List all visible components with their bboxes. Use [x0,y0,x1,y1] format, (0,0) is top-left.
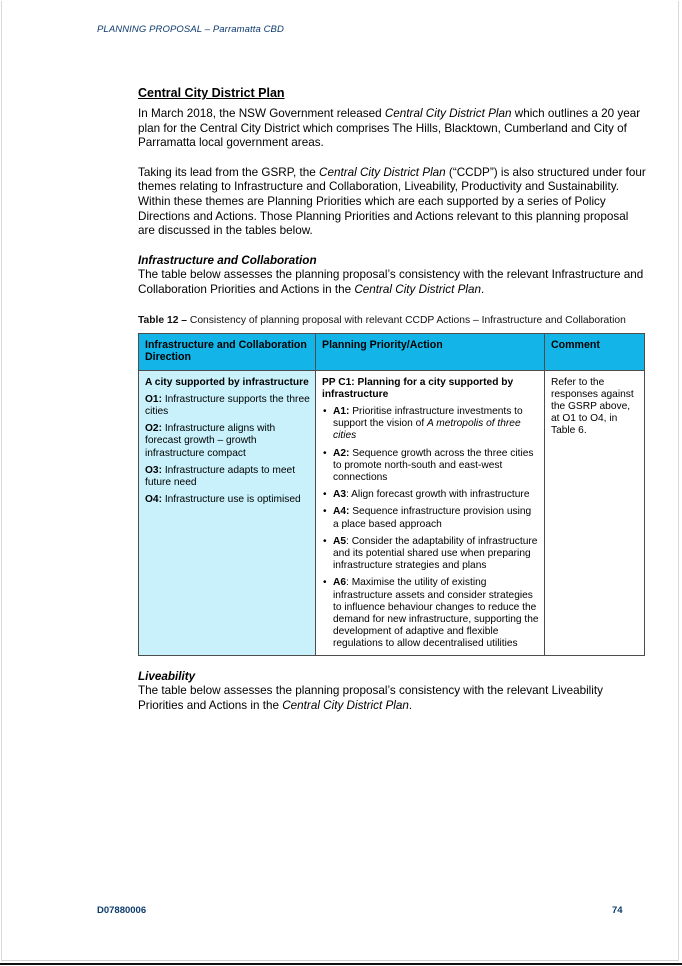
action-item: • A3: Align forecast growth with infrastructure [322,489,539,501]
liveability-heading: Liveability [138,669,196,683]
liveability-paragraph: The table below assesses the planning proposal’s consistency with the relevant Liveability Priorities and Actions in the Central City District Plan. [138,684,603,712]
intro-paragraph: In March 2018, the NSW Government released Central City District Plan which outlines a 20 year plan for the Central City District which comprises The Hills, Blacktown, Cumberland and City of Parramatta local government areas. [138,107,641,150]
infrastructure-heading: Infrastructure and Collaboration [138,253,317,267]
page-content [138,86,646,728]
section-heading: Central City District Plan [138,86,285,100]
action-item: • A6: Maximise the utility of existing infrastructure assets and consider strategies to influence behaviour changes to reduce the demand for new infrastructure, supporting the development of adaptive and flexible regulations to allow decentralised utilities [322,577,539,650]
action-item: • A1: Prioritise infrastructure investments to support the vision of A metropolis of three cities [322,406,539,443]
comment-cell: Refer to the responses against the GSRP above, at O1 to O4, in Table 6. [545,370,645,655]
table-caption: Table 12 – Consistency of planning proposal with relevant CCDP Actions – Infrastructure and Collaboration [138,314,626,326]
objective-item: O2: Infrastructure aligns with forecast growth – growth infrastructure compact [145,423,276,459]
priority-cell [316,370,545,655]
direction-title: A city supported by infrastructure [145,376,309,388]
action-item: • A4: Sequence infrastructure provision using a place based approach [322,506,539,530]
priority-title: PP C1: Planning for a city supported by infrastructure [322,376,514,400]
running-header: PLANNING PROPOSAL – Parramatta CBD [97,24,284,35]
header-direction: Infrastructure and Collaboration Direction [139,333,316,370]
objective-item: O1: Infrastructure supports the three cities [145,393,310,417]
page-number: 74 [612,905,623,916]
objective-item: O4: Infrastructure use is optimised [145,494,301,506]
header-priority: Planning Priority/Action [316,333,545,370]
direction-cell [139,370,316,655]
consistency-table [138,333,645,656]
table-row [139,370,645,655]
page-bottom-rule [0,963,682,965]
ccdp-paragraph: Taking its lead from the GSRP, the Central City District Plan (“CCDP”) is also structured under four themes relating to Infrastructure and Collaboration, Liveability, Productivity and Sustainability. Within these themes are Planning Priorities which are each supported by a series of Policy Directions and Actions. Those Planning Priorities and Actions relevant to this planning proposal are discussed in the tables below. [138,165,646,238]
objective-item: O3: Infrastructure adapts to meet future need [145,464,296,488]
action-item: • A2: Sequence growth across the three cities to promote north-south and east-west connections [322,448,539,485]
infrastructure-paragraph: The table below assesses the planning proposal’s consistency with the relevant Infrastructure and Collaboration Priorities and Actions in the Central City District Plan. [138,268,644,296]
header-comment: Comment [545,333,645,370]
action-item: • A5: Consider the adaptability of infrastructure and its potential shared use when preparing infrastructure strategies and plans [322,536,539,573]
table-header-row [139,333,645,370]
document-id: D07880006 [97,905,147,916]
action-list [322,406,539,651]
